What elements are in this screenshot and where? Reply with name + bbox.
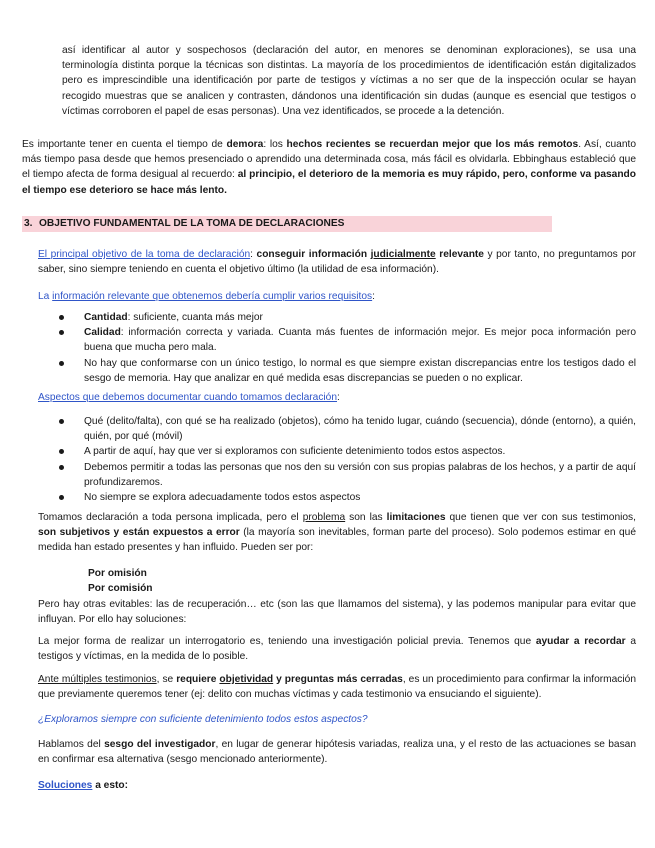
paragraph-requisitos (38, 289, 636, 304)
list-item: Debemos permitir a todas las personas que nos den su versión con sus propias palabras de los hechos, y a partir de aquí profundizaremos. (38, 460, 636, 490)
list-item-text: : suficiente, cuanta más mejor (127, 312, 263, 323)
text-run: (la mayoría son inevitables, forman parte del proceso). Solo podemos estimar en qué medida han estado presentes y han influido. Pueden ser por: (38, 527, 636, 554)
paragraph-requisitos-text (38, 289, 636, 304)
question-line (38, 712, 636, 727)
paragraph-tomamos (38, 510, 636, 556)
question-text: ¿Exploramos siempre con suficiente detenimiento todos estos aspectos? (38, 714, 368, 725)
paragraph-mejor-forma-text (38, 634, 636, 664)
paragraph-evitables (38, 597, 636, 627)
bold-run: al principio, el deterioro de la memoria es muy rápido, pero, conforme va pasando el tiempo ese deterioro se hace más lento. (22, 169, 636, 196)
bold-run: sesgo del investigador (104, 739, 216, 750)
bold-run: ayudar a recordar (535, 636, 626, 647)
text-run: : (250, 249, 257, 260)
list-item-label: Cantidad (84, 312, 128, 323)
text-run: La (38, 291, 53, 302)
aspectos-link[interactable]: Aspectos que debemos documentar cuando tomamos declaración (38, 392, 338, 403)
paragraph-tomamos-text (38, 510, 636, 556)
aspectos-list (38, 414, 636, 505)
text-run: . Así, cuanto más tiempo pasa desde que hemos presenciado o aprendido una determinada cosa, más fácil es olvidarla. Ebbinghaus estableció que el tiempo afecta de forma desigual al recuerdo: (22, 139, 636, 181)
text-run: : (337, 392, 340, 403)
list-item: Qué (delito/falta), con qué se ha realizado (objetos), cómo ha tenido lugar, cuándo (secuencia), dónde (entorno), a quién, quién, por qué (móvil) (38, 414, 636, 444)
bold-run: requiere (176, 674, 220, 685)
list-item (38, 310, 636, 325)
soluciones-text (38, 778, 636, 793)
list-item-label: Calidad (84, 327, 121, 339)
bold-run: son subjetivos y están expuestos a error (38, 527, 240, 539)
text-run: y por tanto, no preguntamos por saber, sino siempre teniendo en cuenta el objetivo último (la utilidad de esa información). (38, 249, 636, 276)
text-run: , es un procedimiento para confirmar la información que previamente queremos tener (ej: delito con muchas víctimas y cada testimonio va ensuciando el siguiente). (38, 674, 637, 701)
paragraph-multiples (38, 672, 636, 702)
paragraph-identificacion-text: así identificar al autor y sospechosos (declaración del autor, en menores se denominan exploraciones), se usa una terminología distinta porque la técnicas son distintas. La mayoría de los procedimientos de identificación están digitalizados pero es imprescindible una identificación por parte de testigos y víctimas a no ser que de la inspección ocular se hayan recogido muestras que se analicen y contrasten, dándonos una identificación sin dudas (aunque es esencial que testigos o víctimas corroboren el papel de esas personas). Una vez identificados, se procede a la detención. (62, 45, 636, 117)
list-item (38, 325, 636, 355)
paragraph-sesgo (38, 737, 636, 767)
text-run: Es importante tener en cuenta el tiempo de (22, 139, 227, 150)
paragraph-tiempo-text (22, 137, 636, 198)
text-run: : (372, 291, 375, 302)
text-run: Hablamos del (38, 739, 105, 750)
requisitos-list (38, 310, 636, 386)
pueden-ser-list (88, 566, 288, 596)
bold-run: y preguntas más cerradas (273, 674, 403, 685)
paragraph-objetivo (38, 247, 636, 277)
objetivo-link[interactable]: El principal objetivo de la toma de declaración (38, 249, 251, 260)
paragraph-tiempo (22, 137, 636, 198)
bold-run: limitaciones (386, 512, 446, 523)
paragraph-multiples-text (38, 672, 636, 702)
text-run: que tienen que ver con sus testimonios, (445, 512, 636, 523)
text-run: son las (345, 512, 387, 523)
section-title: OBJETIVO FUNDAMENTAL DE LA TOMA DE DECLARACIONES (39, 218, 345, 229)
list-item-text: No hay que conformarse con un único testigo, lo normal es que siempre existan discrepancias entre los testigos dado el sesgo de memoria. Hay que analizar en qué medida esas discrepancias se pueden o no explicar. (84, 357, 636, 384)
underline-run: problema (302, 512, 346, 523)
paragraph-aspectos (38, 390, 636, 405)
text-run: La mejor forma de realizar un interrogatorio es, teniendo una investigación policial previa. Tenemos que (38, 636, 536, 647)
list-item: No siempre se explora adecuadamente todos estos aspectos (38, 490, 636, 505)
paragraph-evitables-text: Pero hay otras evitables: las de recuperación… etc (son las que llamamos del sistema), y las podemos manipular para evitar que influyan. Por ello hay soluciones: (38, 599, 636, 626)
text-run: , se (156, 674, 177, 685)
paragraph-sesgo-text (38, 737, 636, 767)
underline-run: Ante múltiples testimonios (38, 674, 157, 685)
list-item-text: : información correcta y variada. Cuanta más fuentes de información mejor. Es mejor poca información pero buena que mucha pero mala. (84, 327, 636, 354)
paragraph-aspectos-text (38, 390, 636, 405)
soluciones-link[interactable]: Soluciones (38, 780, 93, 791)
paragraph-mejor-forma (38, 634, 636, 664)
requisitos-link[interactable]: información relevante que obtenemos debería cumplir varios requisitos (52, 291, 373, 302)
soluciones-line (38, 778, 636, 793)
section-heading-3 (22, 216, 552, 232)
text-run: a testigos y víctimas, en la medida de lo posible. (38, 636, 637, 663)
paragraph-identificacion (62, 43, 636, 119)
bold-underline-run: objetividad (219, 674, 274, 685)
bold-run: conseguir información (256, 249, 371, 260)
text-run: Tomamos declaración a toda persona implicada, pero el (38, 512, 303, 523)
bold-underline-run: judicialmente (370, 249, 436, 260)
list-item (38, 356, 636, 386)
bold-run: demora (226, 139, 264, 150)
pueden-ser-item: Por comisión (88, 583, 153, 595)
paragraph-objetivo-text (38, 247, 636, 277)
section-number: 3. (24, 218, 33, 229)
bold-run: relevante (435, 249, 484, 260)
bold-run: hechos recientes se recuerdan mejor que los más remotos (286, 139, 579, 150)
text-run: : los (263, 139, 287, 150)
pueden-ser-item: Por omisión (88, 568, 147, 579)
bold-run: a esto: (92, 780, 129, 791)
list-item: A partir de aquí, hay que ver si exploramos con suficiente detenimiento todos estos aspectos. (38, 444, 636, 459)
text-run: , en lugar de generar hipótesis variadas, realiza una, y el resto de las actuaciones se basan en confirmar esa alternativa (sesgo mencionado anteriormente). (38, 739, 636, 766)
